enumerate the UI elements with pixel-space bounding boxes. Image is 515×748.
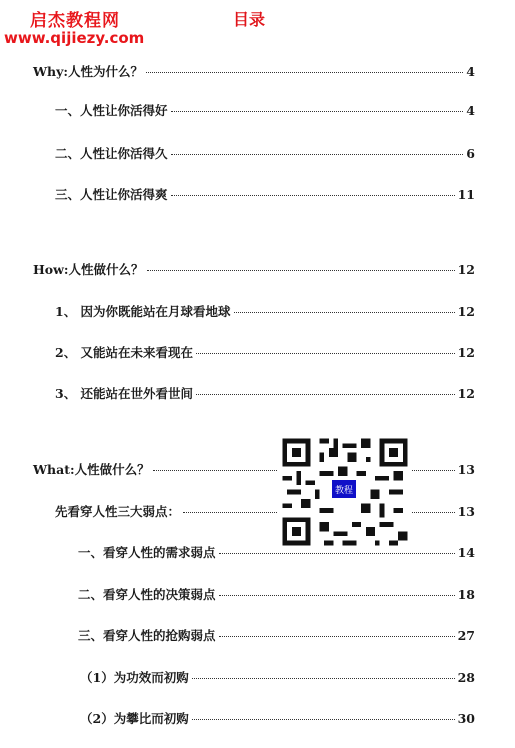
toc-entry-page: 27 <box>457 628 475 643</box>
toc-entry-page: 12 <box>457 386 475 401</box>
toc-entry[interactable] <box>55 144 475 162</box>
toc-entry-label: Why:人性为什么？ <box>33 64 144 79</box>
toc-entry-why[interactable] <box>33 62 475 80</box>
toc-entry-page: 12 <box>457 262 475 277</box>
toc-leader-dots <box>171 154 464 155</box>
toc-entry-page: 4 <box>466 103 475 118</box>
toc-entry-page: 13 <box>457 462 475 477</box>
toc-entry-page: 14 <box>457 545 475 560</box>
toc-entry-label: 一、看穿人性的需求弱点 <box>78 545 216 560</box>
toc-entry-label: 二、看穿人性的决策弱点 <box>78 587 216 602</box>
toc-entry[interactable] <box>55 384 475 402</box>
toc-entry[interactable] <box>55 302 475 320</box>
toc-leader-dots <box>171 195 455 196</box>
toc-entry[interactable] <box>80 668 475 686</box>
toc-entry-page: 11 <box>457 187 475 202</box>
toc-entry-label: 三、人性让你活得爽 <box>55 187 168 202</box>
toc-leader-dots <box>219 636 455 637</box>
toc-entry-label: 三、看穿人性的抢购弱点 <box>78 628 216 643</box>
toc-entry-label: What:人性做什么？ <box>33 462 150 477</box>
toc-leader-dots <box>171 111 464 112</box>
toc-entry-page: 18 <box>457 587 475 602</box>
toc-entry-label: 先看穿人性三大弱点： <box>55 504 181 519</box>
toc-entry[interactable] <box>55 502 475 520</box>
toc-leader-dots <box>147 270 455 271</box>
watermark-site-url: www.qijiezy.com <box>4 29 145 47</box>
toc-entry-label: How:人性做什么？ <box>33 262 144 277</box>
toc-leader-dots <box>196 353 455 354</box>
toc-entry-label: 一、人性让你活得好 <box>55 103 168 118</box>
toc-entry[interactable] <box>78 585 475 603</box>
toc-entry-page: 13 <box>457 504 475 519</box>
toc-entry[interactable] <box>80 709 475 727</box>
toc-entry-label: 1、 因为你既能站在月球看地球 <box>55 304 231 319</box>
toc-entry-page: 30 <box>457 711 475 726</box>
toc-entry[interactable] <box>55 185 475 203</box>
toc-entry[interactable] <box>78 626 475 644</box>
toc-entry-how[interactable] <box>33 260 475 278</box>
toc-leader-dots <box>192 678 455 679</box>
toc-leader-dots <box>146 72 463 73</box>
toc-entry-page: 12 <box>457 345 475 360</box>
toc-entry[interactable] <box>55 101 475 119</box>
toc-entry-page: 6 <box>466 146 475 161</box>
toc-entry-label: 二、人性让你活得久 <box>55 146 168 161</box>
watermark-site-name: 启杰教程网 <box>30 11 120 31</box>
toc-leader-dots <box>234 312 455 313</box>
qr-center-logo: 教程 <box>332 480 356 498</box>
toc-leader-dots <box>196 394 455 395</box>
page-title: 目录 <box>233 10 266 29</box>
toc-entry-page: 28 <box>457 670 475 685</box>
toc-entry-label: 2、 又能站在未来看现在 <box>55 345 194 360</box>
toc-entry[interactable] <box>78 543 475 561</box>
toc-leader-dots <box>219 595 455 596</box>
toc-entry-label: （1）为功效而初购 <box>80 670 189 685</box>
toc-entry-page: 4 <box>466 64 475 79</box>
toc-leader-dots <box>219 553 455 554</box>
toc-entry-page: 12 <box>457 304 475 319</box>
toc-entry-label: 3、 还能站在世外看世间 <box>55 386 194 401</box>
toc-entry-label: （2）为攀比而初购 <box>80 711 189 726</box>
toc-entry[interactable] <box>55 343 475 361</box>
toc-leader-dots <box>192 719 455 720</box>
